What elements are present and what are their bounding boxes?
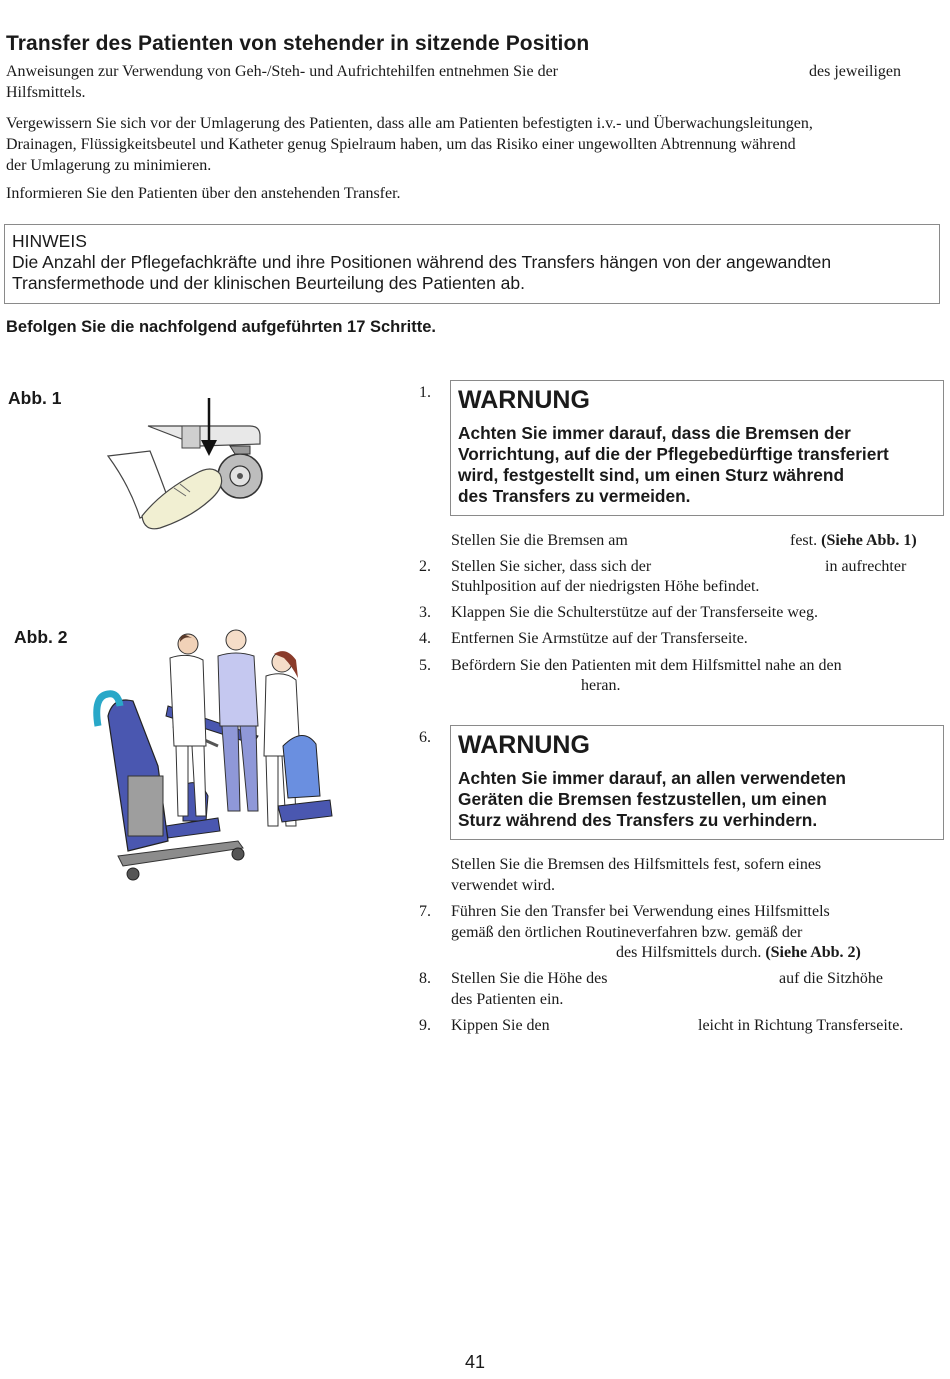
step-number-7: 7. — [419, 903, 431, 920]
page-title: Transfer des Patienten von stehender in sitzende Position — [6, 32, 590, 55]
step-9-right: leicht in Richtung Transferseite. — [698, 1017, 904, 1034]
inform-paragraph: Informieren Sie den Patienten über den anstehenden Transfer. — [6, 185, 401, 202]
warning-box-2 — [450, 725, 944, 840]
step-1-right-text: fest. — [790, 532, 818, 549]
check-paragraph — [6, 113, 926, 176]
check-line3: der Umlagerung zu minimieren. — [6, 157, 212, 174]
step-1-right — [790, 531, 917, 551]
step-1-left: Stellen Sie die Bremsen am — [451, 532, 628, 549]
step-9-left: Kippen Sie den — [451, 1017, 550, 1034]
warning-1-line3: wird, festgestellt sind, um einen Sturz während — [458, 465, 845, 485]
step-number-2: 2. — [419, 558, 431, 575]
step-2-left: Stellen Sie sicher, dass sich der — [451, 558, 652, 575]
step-6-line1: Stellen Sie die Bremsen des Hilfsmittels fest, sofern eines — [451, 856, 822, 873]
step-6-line2: verwendet wird. — [451, 877, 555, 894]
step-number-8: 8. — [419, 970, 431, 987]
step-number-5: 5. — [419, 657, 431, 674]
warning-2-line3: Sturz während des Transfers zu verhindern. — [458, 810, 818, 830]
note-line1: Die Anzahl der Pflegefachkräfte und ihre Positionen während des Transfers hängen von der angewandten — [12, 252, 832, 272]
warning-box-1 — [450, 380, 944, 516]
check-line2: Drainagen, Flüssigkeitsbeutel und Katheter genug Spielraum haben, um das Risiko einer ungewollten Abtrennung während — [6, 136, 796, 153]
step-7-figure-ref: (Siehe Abb. 2) — [765, 944, 861, 961]
warning-1-line4: des Transfers zu vermeiden. — [458, 486, 691, 506]
step-7-line3 — [616, 943, 861, 963]
steps-intro: Befolgen Sie die nachfolgend aufgeführten 17 Schritte. — [6, 318, 436, 336]
step-5-line1: Befördern Sie den Patienten mit dem Hilfsmittel nahe an den — [451, 657, 842, 674]
step-4-text: Entfernen Sie Armstütze auf der Transferseite. — [451, 630, 748, 647]
warning-2-title: WARNUNG — [458, 731, 590, 759]
step-7-line3-text: des Hilfsmittels durch. — [616, 944, 762, 961]
intro-paragraph — [6, 61, 901, 103]
step-number-1: 1. — [419, 384, 431, 401]
intro-line2: Hilfsmittels. — [6, 84, 86, 101]
intro-line1-right: des jeweiligen — [809, 63, 901, 80]
step-8-line2: des Patienten ein. — [451, 991, 564, 1008]
warning-1-line2: Vorrichtung, auf die der Pflegebedürftige transferiert — [458, 444, 889, 464]
step-8-right: auf die Sitzhöhe — [779, 970, 883, 987]
step-3-text: Klappen Sie die Schulterstütze auf der Transferseite weg. — [451, 604, 819, 621]
page-number: 41 — [464, 1352, 486, 1372]
step-7-line1: Führen Sie den Transfer bei Verwendung eines Hilfsmittels — [451, 903, 830, 920]
warning-2-line2: Geräten die Bremsen festzustellen, um einen — [458, 789, 827, 809]
step-number-4: 4. — [419, 630, 431, 647]
check-line1: Vergewissern Sie sich vor der Umlagerung des Patienten, dass alle am Patienten befestigten i.v.- und Überwachungsleitungen, — [6, 115, 813, 132]
note-box — [4, 224, 940, 304]
step-5-line2: heran. — [581, 677, 621, 694]
warning-2-line1: Achten Sie immer darauf, an allen verwendeten — [458, 768, 846, 788]
step-1-figure-ref: (Siehe Abb. 1) — [821, 532, 917, 549]
step-2-line2: Stuhlposition auf der niedrigsten Höhe befindet. — [451, 578, 760, 595]
note-title: HINWEIS — [12, 231, 87, 251]
warning-1-line1: Achten Sie immer darauf, dass die Bremsen der — [458, 423, 851, 443]
step-7-line2: gemäß den örtlichen Routineverfahren bzw. gemäß der — [451, 924, 803, 941]
step-2-right: in aufrechter — [825, 558, 907, 575]
step-number-6: 6. — [419, 729, 431, 746]
figure-1-brake-illustration — [100, 396, 265, 541]
figure-1-label: Abb. 1 — [8, 388, 62, 408]
step-number-3: 3. — [419, 604, 431, 621]
figure-2-transfer-illustration — [88, 626, 338, 886]
figure-2-label: Abb. 2 — [14, 627, 68, 647]
warning-1-title: WARNUNG — [458, 386, 590, 414]
step-number-9: 9. — [419, 1017, 431, 1034]
intro-line1-left: Anweisungen zur Verwendung von Geh-/Steh- und Aufrichtehilfen entnehmen Sie der — [6, 63, 559, 80]
note-line2: Transfermethode und der klinischen Beurteilung des Patienten ab. — [12, 273, 526, 293]
step-8-left: Stellen Sie die Höhe des — [451, 970, 608, 987]
